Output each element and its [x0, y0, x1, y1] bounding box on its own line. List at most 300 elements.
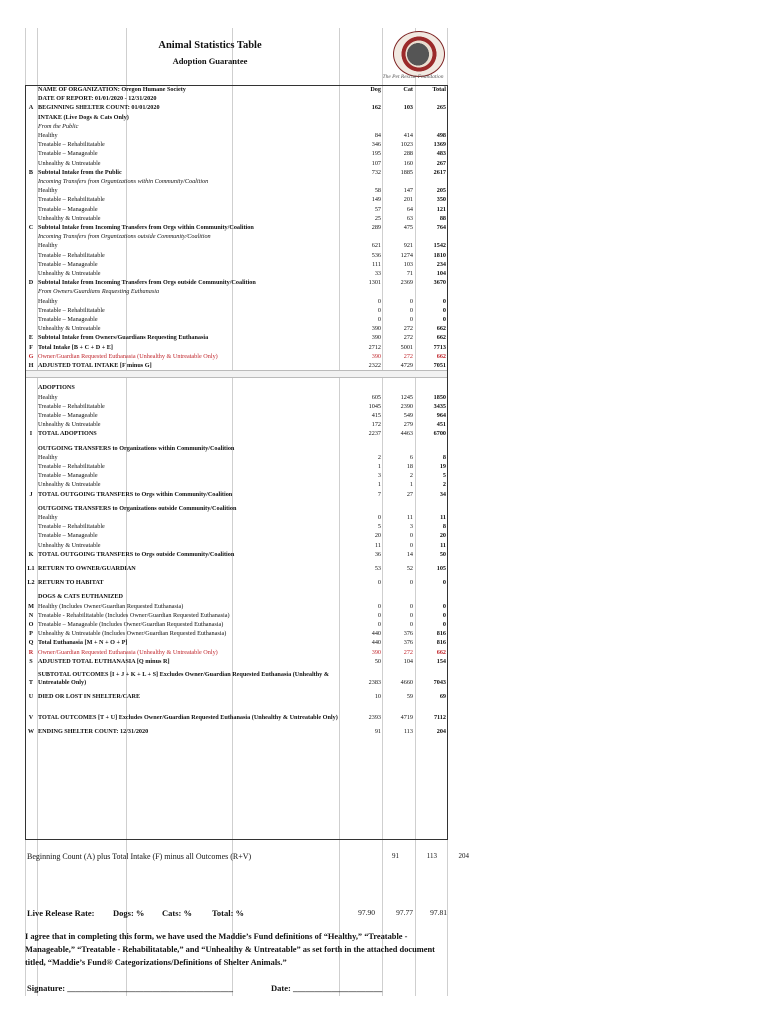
cat-value[interactable]: 549 [403, 411, 413, 419]
cat-value[interactable]: 272 [403, 334, 413, 342]
dog-value[interactable]: 0 [377, 579, 381, 587]
row-letter [25, 592, 37, 601]
row-label: RETURN TO OWNER/GUARDIAN [38, 564, 136, 572]
spacer-cell [25, 371, 37, 378]
row-letter [25, 393, 37, 402]
cat-value[interactable]: 1274 [400, 251, 413, 259]
row-letter [25, 232, 37, 241]
row-label: TOTAL OUTCOMES [T + U] Excludes Owner/Guardian Requested Euthanasia (Unhealthy & Untreatable Only) [38, 714, 338, 722]
total-value: 483 [436, 150, 446, 158]
total-value [414, 177, 447, 186]
spacer-cell [350, 371, 382, 378]
row-letter [25, 251, 37, 260]
row-letter [25, 287, 37, 296]
dog-value[interactable]: 536 [371, 251, 381, 259]
row-label: Incoming Transfers from Organizations outside Community/Coalition [38, 233, 211, 241]
cat-value[interactable]: 11 [407, 513, 413, 521]
dog-value[interactable]: 621 [371, 242, 381, 250]
dog-value[interactable]: 50 [374, 657, 381, 665]
total-value: 0 [442, 611, 446, 619]
total-value [414, 113, 447, 122]
dog-value[interactable]: 57 [374, 205, 381, 213]
row-letter: D [28, 279, 34, 287]
cat-value[interactable]: 64 [406, 205, 413, 213]
table-row [25, 602, 447, 611]
table-row [25, 278, 447, 287]
table-row [25, 578, 447, 587]
total-value: 764 [436, 224, 446, 232]
row-letter: L2 [27, 579, 35, 587]
row-label: Healthy [38, 187, 58, 195]
total-value: 121 [436, 205, 446, 213]
dog-value[interactable]: 390 [371, 648, 381, 656]
cat-value[interactable]: 0 [409, 620, 413, 628]
cat-value[interactable]: 59 [406, 692, 413, 700]
dog-value[interactable]: 20 [374, 532, 381, 540]
cat-value[interactable]: 0 [409, 602, 413, 610]
dog-value[interactable]: 1301 [368, 279, 381, 287]
dog-value[interactable]: 0 [377, 513, 381, 521]
dog-value[interactable]: 2393 [368, 714, 381, 722]
cat-value[interactable]: 279 [403, 421, 413, 429]
dog-value[interactable]: 1 [377, 481, 381, 489]
dog-value[interactable]: 195 [371, 150, 381, 158]
row-label: ADOPTIONS [38, 384, 75, 392]
row-label: Unhealthy & Untreatable (Includes Owner/Guardian Requested Euthanasia) [38, 630, 227, 638]
row-label: Healthy [38, 242, 58, 250]
row-letter [25, 383, 37, 392]
cat-value[interactable]: 2390 [400, 402, 413, 410]
row-label: Treatable - Rehabilitatable (Includes Owner/Guardian Requested Euthanasia) [38, 611, 230, 619]
release-total-value: 97.81 [430, 908, 447, 917]
dog-value[interactable]: 58 [374, 187, 381, 195]
cat-value[interactable]: 1245 [400, 393, 413, 401]
table-row [25, 490, 447, 499]
cat-value[interactable]: 52 [406, 564, 413, 572]
total-value: 964 [436, 411, 446, 419]
row-letter: O [28, 620, 34, 628]
table-row [25, 186, 447, 195]
cat-value[interactable]: 272 [403, 648, 413, 656]
cat-value[interactable]: 376 [403, 630, 413, 638]
row-letter [25, 444, 37, 453]
table-row [25, 648, 447, 657]
row-letter: V [28, 714, 34, 722]
cat-value[interactable]: 1023 [400, 141, 413, 149]
total-value: 498 [436, 132, 446, 140]
table-row [25, 140, 447, 149]
total-value: 7043 [433, 678, 446, 686]
total-value: 204 [436, 728, 446, 736]
row-label: Unhealthy & Untreatable [38, 159, 101, 167]
total-value: 8 [442, 523, 446, 531]
cat-value[interactable]: 103 [403, 260, 413, 268]
spacer-cell [382, 371, 414, 378]
row-letter [25, 140, 37, 149]
dog-value[interactable]: 36 [374, 550, 381, 558]
cat-value[interactable]: 0 [409, 316, 413, 324]
total-value: 6700 [433, 430, 446, 438]
cat-value [382, 232, 414, 241]
dog-value[interactable]: 732 [371, 168, 381, 176]
cat-value [382, 444, 414, 453]
total-value: 0 [442, 620, 446, 628]
row-label: Treatable – Rehabilitatable [38, 462, 105, 470]
total-value: 0 [442, 602, 446, 610]
dog-value[interactable]: 390 [371, 325, 381, 333]
row-letter: A [28, 104, 34, 112]
row-letter [25, 513, 37, 522]
row-letter: R [28, 648, 34, 656]
dog-value[interactable]: 172 [371, 421, 381, 429]
table-row [25, 592, 447, 601]
cat-value[interactable]: 414 [403, 132, 413, 140]
dog-value [350, 122, 382, 131]
dog-value[interactable]: 33 [374, 270, 381, 278]
dog-value[interactable]: 107 [371, 159, 381, 167]
row-label: BEGINNING SHELTER COUNT: 01/01/2020 [38, 104, 160, 112]
row-label: ADJUSTED TOTAL INTAKE [F minus G] [38, 362, 152, 370]
table-row [25, 453, 447, 462]
row-letter [25, 480, 37, 489]
total-value [414, 287, 447, 296]
dog-value [350, 444, 382, 453]
total-value: 1850 [433, 393, 446, 401]
row-label: Treatable – Rehabilitatable [38, 141, 105, 149]
dog-value[interactable]: 91 [374, 728, 381, 736]
total-value: 154 [436, 657, 446, 665]
row-letter [25, 315, 37, 324]
table-row [25, 429, 447, 438]
row-label: Unhealthy & Untreatable [38, 481, 101, 489]
cat-value[interactable]: 147 [403, 187, 413, 195]
cat-value[interactable]: 71 [406, 270, 413, 278]
row-label: Treatable – Manageable [38, 205, 98, 213]
row-label: Subtotal Intake from the Public [38, 168, 122, 176]
beginning-count-label: Beginning Count (A) plus Total Intake (F) minus all Outcomes (R+V) [27, 852, 252, 861]
dog-value[interactable]: 440 [371, 630, 381, 638]
cat-value [382, 383, 414, 392]
total-value: 816 [436, 630, 446, 638]
table-row [25, 513, 447, 522]
dog-value[interactable]: 289 [371, 224, 381, 232]
cat-value[interactable]: 113 [403, 728, 413, 736]
total-value [414, 383, 447, 392]
table-row [25, 324, 447, 333]
release-cat-value: 97.77 [396, 908, 413, 917]
cat-value[interactable]: 475 [403, 224, 413, 232]
row-letter: E [28, 334, 34, 342]
dog-value[interactable]: 5 [377, 523, 381, 531]
dog-value[interactable]: 346 [371, 141, 381, 149]
row-letter [25, 531, 37, 540]
table-row [25, 671, 447, 687]
table-row [25, 241, 447, 250]
row-label: Healthy [38, 132, 58, 140]
row-label: TOTAL OUTGOING TRANSFERS to Orgs within Community/Coalition [38, 490, 233, 498]
cat-value[interactable]: 376 [403, 639, 413, 647]
cat-value[interactable]: 0 [409, 579, 413, 587]
dog-value[interactable]: 3 [377, 472, 381, 480]
total-value: 662 [436, 334, 446, 342]
logo-caption: The Pet Rescue Foundation [382, 74, 444, 80]
dog-value[interactable]: 605 [371, 393, 381, 401]
column-header-total: Total [432, 86, 446, 93]
beginning-count-cat: 113 [426, 852, 437, 860]
total-value: 816 [436, 639, 446, 647]
row-label: NAME OF ORGANIZATION: Oregon Humane Society [38, 86, 186, 93]
dog-value[interactable]: 1 [377, 462, 381, 470]
total-value: 205 [436, 187, 446, 195]
column-header-dog: Dog [370, 86, 381, 93]
cat-value[interactable]: 104 [403, 657, 413, 665]
table-row [25, 411, 447, 420]
table-row [25, 333, 447, 342]
table-row [25, 541, 447, 550]
table-row [25, 629, 447, 638]
table-row [25, 269, 447, 278]
dog-value[interactable] [350, 94, 382, 103]
table-row [25, 343, 447, 352]
dog-value[interactable]: 2 [377, 453, 381, 461]
cat-value[interactable]: 4719 [400, 714, 413, 722]
dog-value[interactable]: 0 [377, 611, 381, 619]
row-letter [25, 94, 37, 103]
release-dog-value: 97.90 [358, 908, 375, 917]
release-dogs-label: Dogs: % [113, 908, 145, 918]
release-rate-label: Live Release Rate: [27, 908, 95, 918]
cat-value[interactable]: 103 [403, 104, 413, 112]
table-row [25, 260, 447, 269]
cat-value[interactable]: 201 [403, 196, 413, 204]
dog-value[interactable]: 0 [377, 602, 381, 610]
row-label: Healthy [38, 297, 58, 305]
dog-value[interactable]: 84 [374, 132, 381, 140]
cat-value[interactable]: 27 [406, 490, 413, 498]
cat-value[interactable]: 921 [403, 242, 413, 250]
dog-value[interactable]: 0 [377, 297, 381, 305]
dog-value[interactable]: 2322 [368, 362, 381, 370]
dog-value[interactable]: 1045 [368, 402, 381, 410]
cat-value[interactable]: 1885 [400, 168, 413, 176]
cat-value[interactable]: 0 [409, 532, 413, 540]
dog-value[interactable]: 390 [371, 352, 381, 360]
row-label: ENDING SHELTER COUNT: 12/31/2020 [38, 728, 149, 736]
total-value: 0 [442, 297, 446, 305]
total-value: 0 [442, 579, 446, 587]
row-label: ADJUSTED TOTAL EUTHANASIA [Q minus R] [38, 657, 170, 665]
table-row [25, 444, 447, 453]
total-value: 88 [439, 214, 446, 222]
row-label: Subtotal Intake from Incoming Transfers from Orgs outside Community/Coalition [38, 279, 256, 287]
table-row [25, 205, 447, 214]
cat-value[interactable]: 18 [406, 462, 413, 470]
statistics-table [25, 85, 447, 736]
table-row [25, 727, 447, 736]
cat-value[interactable]: 4729 [400, 362, 413, 370]
row-letter [25, 260, 37, 269]
dog-value[interactable]: 25 [374, 214, 381, 222]
row-letter: H [28, 362, 34, 370]
cat-value[interactable]: 5001 [400, 343, 413, 351]
total-value: 0 [442, 316, 446, 324]
row-label: RETURN TO HABITAT [38, 579, 104, 587]
row-letter [25, 411, 37, 420]
total-value: 69 [439, 692, 446, 700]
total-value: 0 [442, 306, 446, 314]
date-field[interactable]: Date: _____________________ [271, 983, 383, 993]
total-value: 11 [440, 541, 446, 549]
cat-value [382, 592, 414, 601]
row-letter [25, 205, 37, 214]
dog-value [350, 287, 382, 296]
beginning-count-total: 204 [458, 852, 469, 860]
total-value: 1542 [433, 242, 446, 250]
row-letter: S [29, 657, 33, 665]
column-header-cat: Cat [403, 86, 413, 93]
row-letter [25, 122, 37, 131]
header-row [25, 103, 447, 112]
total-value: 19 [439, 462, 446, 470]
dog-value[interactable]: 0 [377, 316, 381, 324]
release-cats-label: Cats: % [162, 908, 192, 918]
row-letter [25, 453, 37, 462]
dog-value[interactable]: 2237 [368, 430, 381, 438]
row-label: Treatable – Manageable [38, 260, 98, 268]
cat-value[interactable] [382, 94, 414, 103]
table-row [25, 383, 447, 392]
total-value [414, 504, 447, 513]
row-letter [25, 186, 37, 195]
dog-value [350, 177, 382, 186]
row-label: TOTAL ADOPTIONS [38, 430, 97, 438]
row-letter [25, 522, 37, 531]
row-letter [25, 241, 37, 250]
dog-value[interactable]: 390 [371, 334, 381, 342]
dog-value[interactable]: 162 [371, 104, 381, 112]
cat-value[interactable]: 0 [409, 306, 413, 314]
row-letter [25, 177, 37, 186]
table-row [25, 480, 447, 489]
cat-value[interactable]: 272 [403, 325, 413, 333]
cat-value[interactable]: 160 [403, 159, 413, 167]
total-value: 662 [436, 648, 446, 656]
dog-value[interactable]: 53 [374, 564, 381, 572]
cat-value[interactable]: 4463 [400, 430, 413, 438]
table-row [25, 361, 447, 371]
table-row [25, 297, 447, 306]
cat-value[interactable]: 6 [409, 453, 413, 461]
total-value: 3670 [433, 279, 446, 287]
table-row [25, 149, 447, 158]
dog-value[interactable]: 0 [377, 306, 381, 314]
cat-value[interactable]: 2369 [400, 279, 413, 287]
total-value: 7112 [433, 714, 446, 722]
table-row [25, 159, 447, 168]
total-value: 5 [442, 472, 446, 480]
row-letter [25, 402, 37, 411]
row-letter [25, 541, 37, 550]
dog-value[interactable]: 149 [371, 196, 381, 204]
table-row [25, 223, 447, 232]
row-label: Subtotal Intake from Incoming Transfers from Orgs within Community/Coalition [38, 224, 254, 232]
row-label: TOTAL OUTGOING TRANSFERS to Orgs outside Community/Coalition [38, 550, 235, 558]
dog-value[interactable]: 440 [371, 639, 381, 647]
row-letter: M [28, 602, 34, 610]
dog-value[interactable]: 415 [371, 411, 381, 419]
row-label: Owner/Guardian Requested Euthanasia (Unhealthy & Untreatable Only) [38, 352, 218, 360]
row-letter: U [28, 692, 34, 700]
row-letter: B [28, 168, 34, 176]
cat-value[interactable]: 272 [403, 352, 413, 360]
total-value: 104 [436, 270, 446, 278]
total-value: 234 [436, 260, 446, 268]
total-value: 1810 [433, 251, 446, 259]
table-row [25, 522, 447, 531]
table-row [25, 195, 447, 204]
total-value: 3435 [433, 402, 446, 410]
row-label: DATE OF REPORT: 01/01/2020 - 12/31/2020 [38, 95, 157, 103]
dog-value[interactable]: 2383 [368, 678, 381, 686]
total-value: 50 [439, 550, 446, 558]
row-label: Healthy [38, 393, 58, 401]
row-letter [25, 324, 37, 333]
row-label: Unhealthy & Untreatable [38, 270, 101, 278]
cat-value [382, 122, 414, 131]
cat-value[interactable]: 0 [409, 541, 413, 549]
table-row [25, 306, 447, 315]
dog-value[interactable]: 10 [374, 692, 381, 700]
row-letter [25, 471, 37, 480]
row-label: Owner/Guardian Requested Euthanasia (Unhealthy & Untreatable Only) [38, 648, 218, 656]
dog-value[interactable]: 2712 [368, 343, 381, 351]
row-label: SUBTOTAL OUTCOMES [I + J + K + L + S] Excludes Owner/Guardian Requested Euthanasia (Unhealthy & Untreatable Only) [38, 670, 329, 686]
cat-value[interactable]: 0 [409, 297, 413, 305]
dog-value[interactable]: 11 [375, 541, 381, 549]
cat-value[interactable]: 0 [409, 611, 413, 619]
total-value: 7713 [433, 343, 446, 351]
page-subtitle: Adoption Guarantee [172, 56, 248, 66]
cat-value[interactable]: 63 [406, 214, 413, 222]
row-label: From Owners/Guardians Requesting Euthanasia [38, 288, 160, 296]
dog-value[interactable]: 0 [377, 620, 381, 628]
row-letter [25, 149, 37, 158]
table-row [25, 393, 447, 402]
row-letter: P [29, 630, 33, 638]
cat-value[interactable]: 1 [409, 481, 413, 489]
cat-value[interactable]: 2 [409, 472, 413, 480]
dog-value[interactable]: 111 [372, 260, 381, 268]
row-label: Treatable – Manageable [38, 532, 98, 540]
cat-value[interactable]: 3 [409, 523, 413, 531]
header-row [25, 94, 447, 103]
row-label: Subtotal Intake from Owners/Guardians Requesting Euthanasia [38, 334, 209, 342]
total-value: 265 [436, 104, 446, 112]
row-label: Unhealthy & Untreatable [38, 325, 101, 333]
signature-field[interactable]: Signature: _______________________________________ [27, 983, 233, 993]
row-letter: G [28, 352, 34, 360]
cat-value[interactable]: 288 [403, 150, 413, 158]
row-label: Incoming Transfers from Organizations within Community/Coalition [38, 178, 209, 186]
cat-value[interactable]: 14 [406, 550, 413, 558]
dog-value[interactable]: 7 [377, 490, 381, 498]
total-value: 34 [439, 490, 446, 498]
row-letter [25, 297, 37, 306]
cat-value[interactable]: 4660 [400, 678, 413, 686]
table-row [25, 251, 447, 260]
table-row [25, 504, 447, 513]
row-label: Unhealthy & Untreatable [38, 421, 101, 429]
